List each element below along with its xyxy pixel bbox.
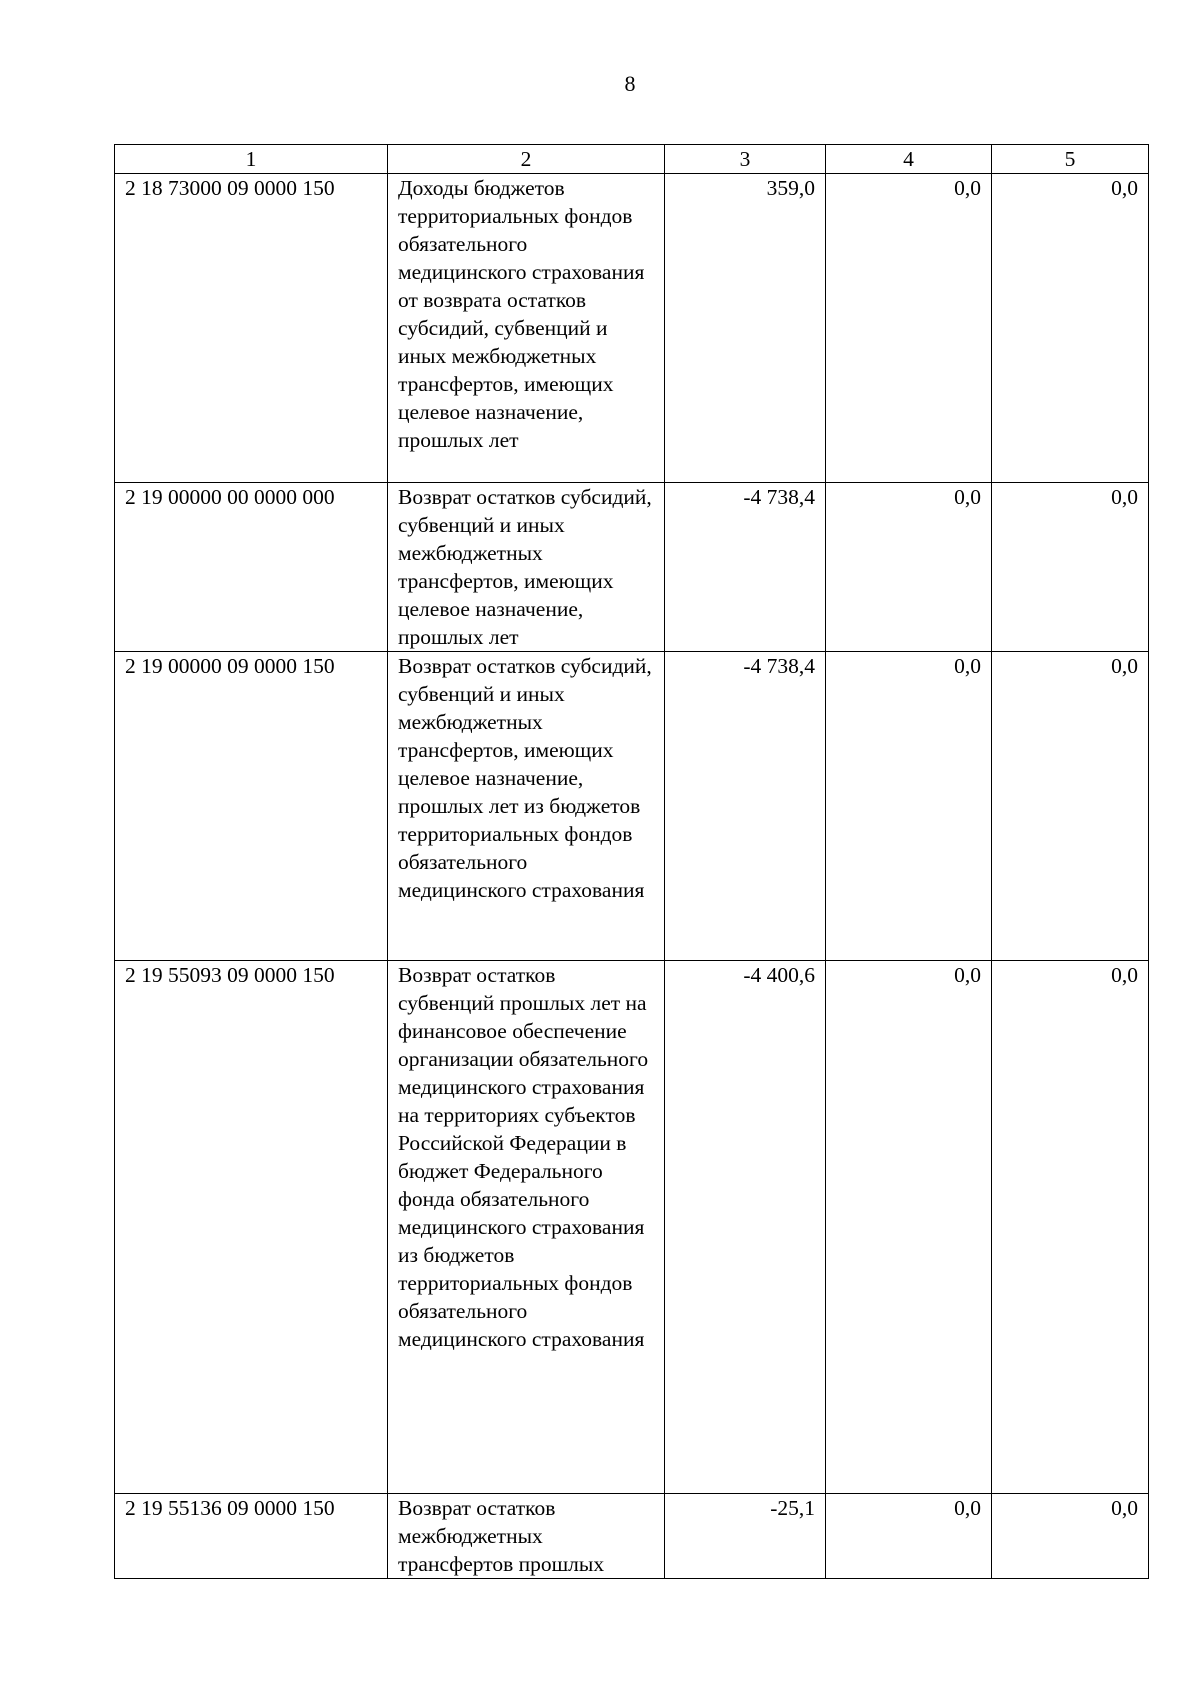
row-value-col5: 0,0 — [992, 652, 1149, 961]
row-value-col3: -25,1 — [665, 1494, 826, 1579]
row-code: 2 19 55136 09 0000 150 — [115, 1494, 388, 1579]
row-code: 2 19 55093 09 0000 150 — [115, 961, 388, 1494]
row-name: Возврат остатков субсидий, субвенций и иных межбюджетных трансфертов, имеющих целевое назначение, прошлых лет из бюджетов территориальных фондов обязательного медицинского страхования — [388, 652, 665, 961]
row-name: Возврат остатков субсидий, субвенций и иных межбюджетных трансфертов, имеющих целевое назначение, прошлых лет — [388, 483, 665, 652]
column-header-2: 2 — [388, 145, 665, 174]
row-value-col3: -4 738,4 — [665, 652, 826, 961]
row-name: Доходы бюджетов территориальных фондов обязательного медицинского страхования от возврата остатков субсидий, субвенций и иных межбюджетных трансфертов, имеющих целевое назначение, прошлых лет — [388, 174, 665, 483]
row-code: 2 19 00000 00 0000 000 — [115, 483, 388, 652]
budget-table — [114, 144, 1149, 1579]
table-row — [115, 1494, 1149, 1579]
column-header-4: 4 — [826, 145, 992, 174]
row-code: 2 18 73000 09 0000 150 — [115, 174, 388, 483]
table-row — [115, 961, 1149, 1494]
column-header-1: 1 — [115, 145, 388, 174]
table-header-row — [115, 145, 1149, 174]
row-value-col5: 0,0 — [992, 961, 1149, 1494]
row-value-col4: 0,0 — [826, 961, 992, 1494]
column-header-5: 5 — [992, 145, 1149, 174]
row-value-col5: 0,0 — [992, 174, 1149, 483]
row-value-col5: 0,0 — [992, 483, 1149, 652]
row-value-col4: 0,0 — [826, 1494, 992, 1579]
row-name: Возврат остатков субвенций прошлых лет на финансовое обеспечение организации обязательного медицинского страхования на территориях субъектов Российской Федерации в бюджет Федерального фонда обязательного медицинского страхования из бюджетов территориальных фондов обязательного медицинского страхования — [388, 961, 665, 1494]
row-value-col5: 0,0 — [992, 1494, 1149, 1579]
row-value-col4: 0,0 — [826, 174, 992, 483]
column-header-3: 3 — [665, 145, 826, 174]
table-row — [115, 483, 1149, 652]
table-row — [115, 652, 1149, 961]
table-row — [115, 174, 1149, 483]
row-value-col4: 0,0 — [826, 652, 992, 961]
page-number: 8 — [624, 71, 636, 96]
row-value-col3: 359,0 — [665, 174, 826, 483]
row-value-col3: -4 400,6 — [665, 961, 826, 1494]
row-code: 2 19 00000 09 0000 150 — [115, 652, 388, 961]
row-name: Возврат остатков межбюджетных трансфертов прошлых — [388, 1494, 665, 1579]
row-value-col3: -4 738,4 — [665, 483, 826, 652]
row-value-col4: 0,0 — [826, 483, 992, 652]
